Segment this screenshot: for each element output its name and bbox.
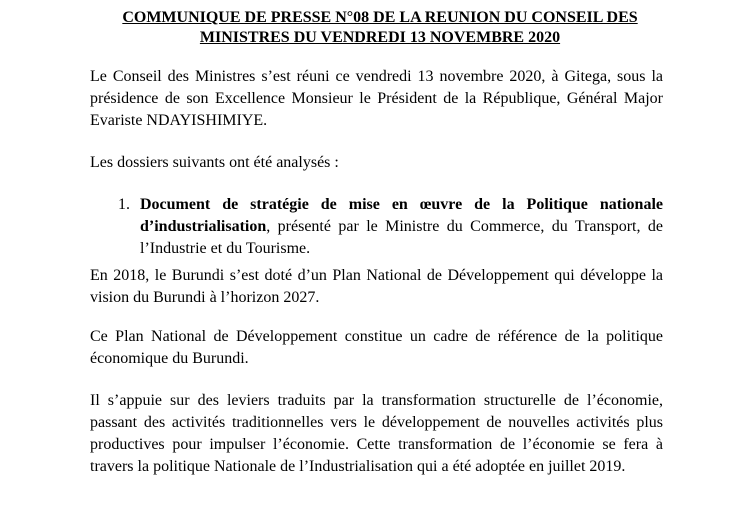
page-title-line-1: COMMUNIQUE DE PRESSE N°08 DE LA REUNION DU CONSEIL DES (122, 9, 638, 26)
page-title-line-2: MINISTRES DU VENDREDI 13 NOVEMBRE 2020 (199, 29, 561, 46)
leviers-paragraph: Il s’appuie sur des leviers traduits par la transformation structurelle de l’économie, passant des activités traditionnelles vers le développement de nouvelles activités plus productives pour impulser l’économie. Cette transformation de l’économie se fera à travers la politique Nationale de l’Industrialisation qui a été adoptée en juillet 2019. (90, 392, 663, 475)
list-item-number: 1. (118, 196, 130, 213)
intro-paragraph: Le Conseil des Ministres s’est réuni ce vendredi 13 novembre 2020, à Gitega, sous la présidence de son Excellence Monsieur le Président de la République, Général Major Evariste NDAYISHIMIYE. (90, 68, 663, 129)
list-item-title: Document de stratégie de mise en œuvre de la Politique nationale d’industrialisation (140, 196, 663, 235)
plan-reference-paragraph: Ce Plan National de Développement constitue un cadre de référence de la politique économique du Burundi. (90, 328, 663, 367)
plan-2018-paragraph: En 2018, le Burundi s’est doté d’un Plan National de Développement qui développe la vision du Burundi à l’horizon 2027. (90, 267, 663, 306)
dossiers-intro-paragraph: Les dossiers suivants ont été analysés : (90, 154, 339, 171)
list-item (140, 194, 663, 260)
list-item-description: , présenté par le Ministre du Commerce, du Transport, de l’Industrie et du Tourisme. (140, 218, 663, 257)
